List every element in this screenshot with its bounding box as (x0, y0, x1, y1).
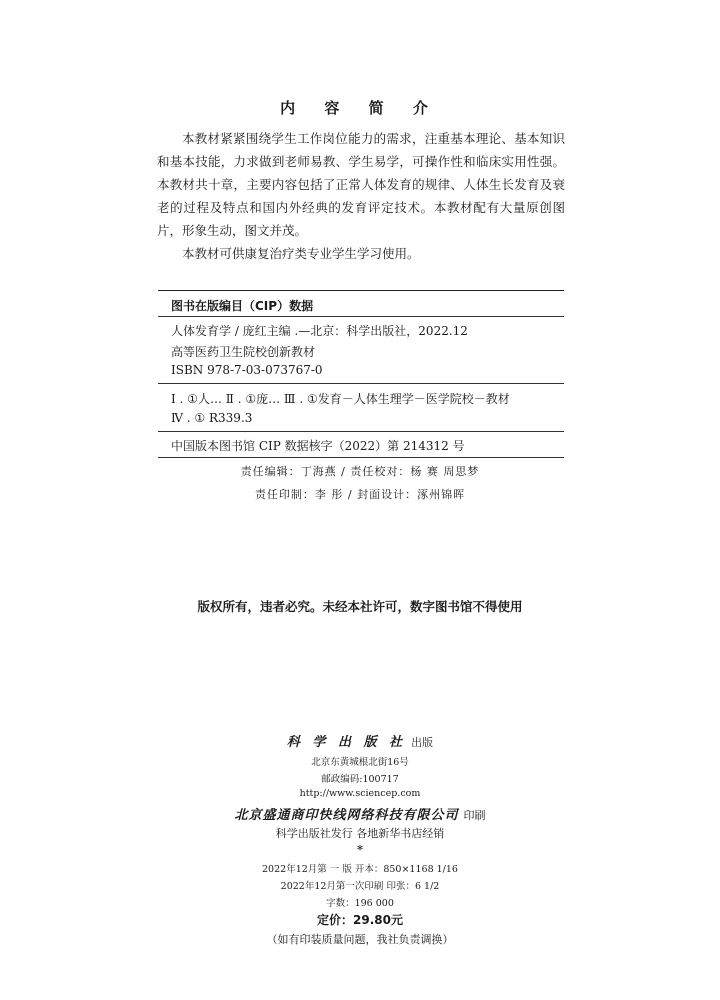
printer-role: 印刷 (463, 809, 486, 822)
publisher-role: 出版 (411, 736, 434, 749)
publisher-name: 科 学 出 版 社 (286, 735, 406, 750)
cip-classification-1: Ⅰ . ①人… Ⅱ . ①庞… Ⅲ . ①发育－人体生理学－医学院校－教材 (171, 392, 510, 406)
separator-star: * (357, 843, 363, 856)
intro-section (157, 127, 565, 265)
printer-line (0, 804, 720, 823)
publisher-line (0, 731, 720, 750)
cip-book-line: 人体发育学 / 庞红主编 .—北京：科学出版社，2022.12 (171, 324, 468, 338)
publisher-postcode: 邮政编码:100717 (321, 774, 399, 785)
publisher-url: http://www.sciencep.com (299, 788, 421, 799)
printer-name: 北京盛通商印快线网络科技有限公司 (234, 808, 459, 823)
cip-record: 中国版本图书馆 CIP 数据核字（2022）第 214312 号 (171, 439, 465, 453)
credits-editor-line: 责任编辑：丁海燕 / 责任校对：杨 赛 周思梦 (240, 465, 480, 478)
credits-print-line: 责任印制：李 彤 / 封面设计：涿州锦晖 (254, 488, 466, 501)
wordcount-line: 字数：196 000 (326, 898, 394, 909)
distribution-line: 科学出版社发行 各地新华书店经销 (275, 827, 445, 840)
cip-classification-2: Ⅳ . ① R339.3 (171, 411, 253, 425)
intro-paragraph: 本教材可供康复治疗类专业学生学习使用。 (182, 246, 420, 261)
impression-line: 2022年12月第一次印刷 印张：6 1/2 (280, 881, 440, 892)
publisher-address: 北京东黄城根北街16号 (311, 757, 409, 768)
copyright-notice: 版权所有，违者必究。未经本社许可，数字图书馆不得使用 (197, 599, 523, 614)
price-line: 定价：29.80元 (317, 913, 403, 927)
cip-series: 高等医药卫生院校创新教材 (171, 345, 316, 359)
cip-rule (158, 316, 564, 317)
intro-paragraph: 本教材紧紧围绕学生工作岗位能力的需求，注重基本理论、基本知识和基本技能，力求做到老师易教、学生易学，可操作性和临床实用性强。本教材共十章，主要内容包括了正常人体发育的规律、人体生长发育及衰老的过程及特点和国内外经典的发育评定技术。本教材配有大量原创图片，形象生动，图文并茂。 (157, 131, 565, 238)
cip-top-rule (158, 290, 564, 291)
cip-rule (158, 431, 564, 432)
cip-heading: 图书在版编目（CIP）数据 (171, 299, 314, 313)
cip-rule (158, 457, 564, 458)
quality-note: （如有印装质量问题，我社负责调换） (266, 933, 454, 946)
page-title: 内 容 简 介 (280, 99, 440, 117)
cip-isbn: ISBN 978-7-03-073767-0 (171, 363, 323, 377)
cip-rule (158, 383, 564, 384)
edition-line: 2022年12月第 一 版 开本：850×1168 1/16 (262, 864, 458, 875)
